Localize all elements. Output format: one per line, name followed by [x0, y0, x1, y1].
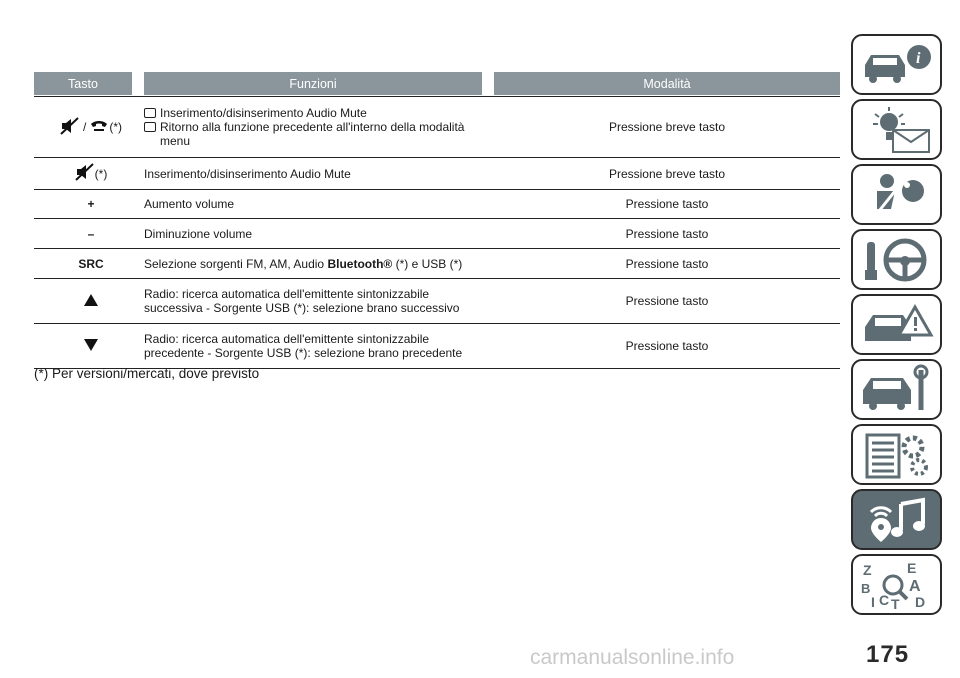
table-row [34, 158, 840, 190]
steering-key-icon [857, 234, 937, 286]
key-cell [34, 158, 144, 189]
svg-text:A: A [908, 577, 921, 595]
tab-emergency[interactable] [851, 294, 942, 355]
separator: / [82, 120, 87, 134]
functions-cell [144, 249, 494, 278]
function-text: Ritorno alla funzione precedente all'interno della modalità menu [160, 120, 465, 148]
svg-text:C: C [878, 591, 889, 608]
key-cell: – [87, 226, 95, 241]
mode-cell: Pressione breve tasto [608, 120, 726, 134]
key-cell [34, 97, 144, 157]
warning-lights-icon [857, 104, 937, 156]
tab-specifications[interactable] [851, 424, 942, 485]
button-outline-icon [144, 108, 156, 118]
tab-multimedia[interactable] [851, 489, 942, 550]
svg-text:T: T [890, 595, 900, 611]
index-letters-icon [857, 559, 937, 611]
page-number: 175 [866, 641, 910, 668]
hang-up-icon [89, 120, 109, 135]
footnote: (*) Per versioni/mercati, dove previsto [34, 366, 260, 381]
header-functions: Funzioni [144, 72, 482, 95]
functions-cell [144, 190, 494, 218]
svg-text:B: B [860, 580, 870, 596]
chapter-tabs [851, 34, 946, 619]
emergency-icon [857, 299, 937, 351]
specifications-icon [857, 429, 937, 481]
svg-text:E: E [906, 559, 916, 576]
functions-cell [144, 279, 494, 323]
header-mode: Modalità [494, 72, 840, 95]
speaker-mute-icon [60, 117, 80, 138]
table-row [34, 190, 840, 219]
svg-text:D: D [914, 593, 925, 610]
tab-maintenance[interactable] [851, 359, 942, 420]
svg-text:I: I [870, 593, 875, 610]
table-header [34, 72, 840, 95]
triangle-up-icon [84, 294, 98, 309]
tab-warning-lights[interactable] [851, 99, 942, 160]
header-key: Tasto [34, 72, 132, 95]
function-text: Aumento volume [144, 197, 235, 211]
function-text: Selezione sorgenti FM, AM, Audio [144, 256, 328, 271]
mode-cell: Pressione tasto [625, 226, 709, 241]
tab-index[interactable] [851, 554, 942, 615]
car-service-icon [857, 364, 937, 416]
car-info-icon [857, 39, 937, 91]
functions-cell [144, 97, 494, 157]
tab-safety[interactable] [851, 164, 942, 225]
function-text: precedente - Sorgente USB (*): selezione brano precedente [144, 346, 463, 360]
mode-cell: Pressione tasto [625, 256, 709, 271]
function-text: Inserimento/disinserimento Audio Mute [160, 106, 367, 120]
functions-cell [144, 219, 494, 248]
key-note: (*) [109, 120, 122, 134]
speaker-mute-icon [75, 163, 95, 184]
watermark: carmanualsonline.info [530, 646, 735, 669]
function-text: (*) e USB (*) [392, 256, 463, 271]
controls-table [34, 72, 840, 369]
tab-starting-driving[interactable] [851, 229, 942, 290]
mode-cell: Pressione tasto [625, 197, 709, 211]
button-outline-icon [144, 122, 156, 132]
function-text: Radio: ricerca automatica dell'emittente sintonizzabile [144, 332, 430, 346]
table-row [34, 279, 840, 324]
svg-text:Z: Z [862, 561, 872, 578]
mode-cell: Pressione tasto [625, 294, 709, 308]
functions-cell [144, 324, 494, 368]
table-row [34, 97, 840, 158]
safety-seat-airbag-icon [857, 169, 937, 221]
table-row [34, 249, 840, 279]
key-cell: SRC [78, 256, 104, 271]
function-text: Radio: ricerca automatica dell'emittente sintonizzabile [144, 287, 430, 301]
function-text: Inserimento/disinserimento Audio Mute [144, 166, 351, 181]
tab-vehicle-info[interactable] [851, 34, 942, 95]
triangle-down-icon [84, 339, 98, 354]
key-note: (*) [94, 166, 108, 181]
mode-cell: Pressione tasto [625, 339, 709, 353]
key-cell [34, 279, 144, 323]
table-row [34, 324, 840, 369]
functions-cell [144, 158, 494, 189]
svg-text:i: i [915, 49, 920, 67]
table-row [34, 219, 840, 249]
function-text: successiva - Sorgente USB (*): selezione brano successivo [144, 301, 460, 315]
bluetooth-label: Bluetooth® [327, 256, 393, 271]
key-cell: + [87, 197, 95, 211]
mode-cell: Pressione breve tasto [608, 166, 726, 181]
function-text: Diminuzione volume [144, 226, 253, 241]
multimedia-icon [857, 494, 937, 546]
key-cell [34, 324, 144, 368]
